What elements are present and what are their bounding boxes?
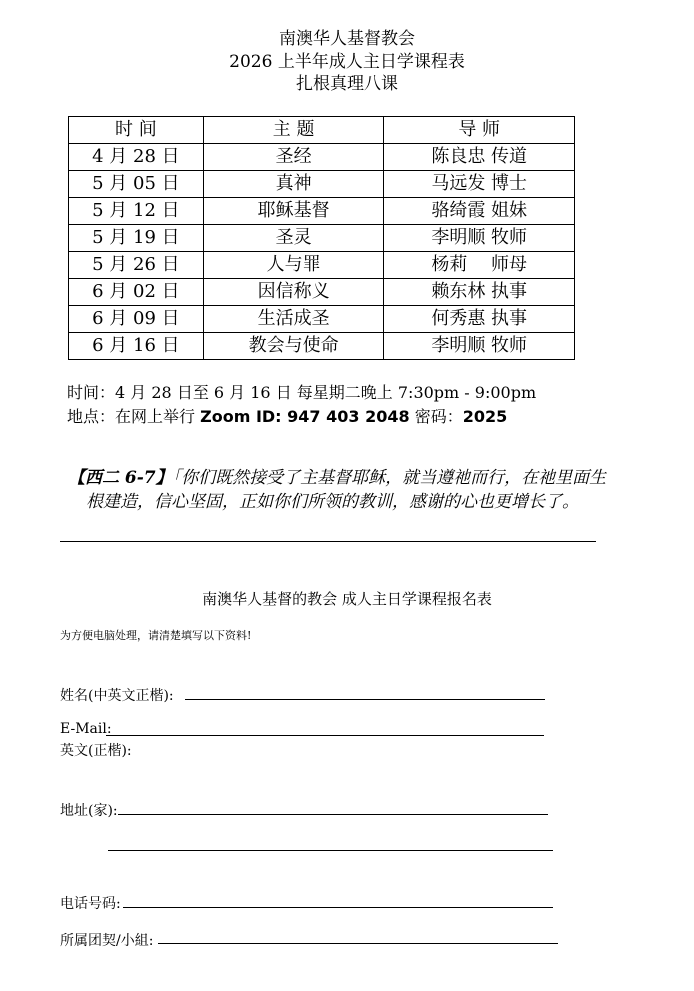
english-name-label: 英文(正楷): bbox=[60, 743, 132, 759]
verse-line-1: 「你们既然接受了主基督耶稣，就当遵祂而行，在祂里面生 bbox=[172, 468, 607, 488]
place-info bbox=[67, 404, 507, 427]
topic-cell: 真神 bbox=[203, 171, 384, 198]
topic-cell: 生活成圣 bbox=[203, 306, 384, 333]
course-title: 2026 上半年成人主日学课程表 bbox=[229, 51, 465, 72]
table-row bbox=[69, 198, 575, 225]
time-value: 4 月 28 日至 6 月 16 日 每星期二晚上 7:30pm - 9:00pm bbox=[115, 383, 537, 402]
place-value: 在网上举行 bbox=[115, 407, 201, 426]
time-info bbox=[67, 380, 536, 403]
date-cell: 6 月 09 日 bbox=[69, 306, 204, 333]
email-field-line[interactable] bbox=[106, 735, 544, 736]
header-topic: 主 题 bbox=[203, 117, 384, 144]
zoom-id: Zoom ID: 947 403 2048 bbox=[200, 407, 410, 426]
church-name: 南澳华人基督教会 bbox=[279, 29, 415, 49]
address-field-line-2[interactable] bbox=[108, 850, 553, 851]
teacher-cell: 李明顺 牧师 bbox=[384, 225, 575, 252]
teacher-cell: 骆绮霞 姐妹 bbox=[384, 198, 575, 225]
table-row bbox=[69, 252, 575, 279]
date-cell: 5 月 19 日 bbox=[69, 225, 204, 252]
topic-cell: 教会与使命 bbox=[203, 333, 384, 360]
topic-cell: 因信称义 bbox=[203, 279, 384, 306]
date-cell: 5 月 05 日 bbox=[69, 171, 204, 198]
topic-cell: 圣灵 bbox=[203, 225, 384, 252]
group-field-line[interactable] bbox=[158, 943, 558, 944]
topic-cell: 圣经 bbox=[203, 144, 384, 171]
address-field-label: 地址(家): bbox=[60, 803, 118, 819]
time-label: 时间： bbox=[67, 383, 116, 402]
teacher-cell: 赖东林 执事 bbox=[384, 279, 575, 306]
lesson-title: 扎根真理八课 bbox=[296, 74, 398, 94]
group-field-label: 所属团契/小組: bbox=[60, 933, 154, 949]
bible-verse bbox=[68, 466, 638, 514]
email-field-label: E-Mail: bbox=[60, 721, 112, 737]
schedule-table bbox=[68, 116, 575, 360]
date-cell: 6 月 02 日 bbox=[69, 279, 204, 306]
teacher-cell: 陈良忠 传道 bbox=[384, 144, 575, 171]
divider bbox=[60, 541, 596, 542]
header bbox=[0, 28, 694, 96]
date-cell: 4 月 28 日 bbox=[69, 144, 204, 171]
name-field-line[interactable] bbox=[185, 699, 545, 700]
table-row bbox=[69, 306, 575, 333]
table-row bbox=[69, 279, 575, 306]
table-header-row bbox=[69, 117, 575, 144]
table-row bbox=[69, 171, 575, 198]
password-label: 密码： bbox=[409, 407, 463, 426]
date-cell: 6 月 16 日 bbox=[69, 333, 204, 360]
name-field-label: 姓名(中英文正楷): bbox=[60, 688, 174, 704]
topic-cell: 耶稣基督 bbox=[203, 198, 384, 225]
verse-line-2: 根建造，信心坚固，正如你们所领的教训，感谢的心也更增长了。 bbox=[86, 492, 579, 512]
form-title: 南澳华人基督的教会 成人主日学课程报名表 bbox=[202, 590, 492, 608]
header-teacher: 导 师 bbox=[384, 117, 575, 144]
address-field-line-1[interactable] bbox=[118, 814, 548, 815]
teacher-cell: 杨莉 师母 bbox=[384, 252, 575, 279]
place-label: 地点： bbox=[67, 407, 116, 426]
table-row bbox=[69, 144, 575, 171]
topic-cell: 人与罪 bbox=[203, 252, 384, 279]
form-note: 为方便电脑处理，请清楚填写以下资料! bbox=[60, 629, 252, 642]
password-value: 2025 bbox=[462, 407, 508, 426]
phone-field-line[interactable] bbox=[123, 907, 553, 908]
teacher-cell: 李明顺 牧师 bbox=[384, 333, 575, 360]
teacher-cell: 马远发 博士 bbox=[384, 171, 575, 198]
phone-field-label: 电话号码: bbox=[60, 896, 121, 912]
date-cell: 5 月 26 日 bbox=[69, 252, 204, 279]
table-row bbox=[69, 333, 575, 360]
date-cell: 5 月 12 日 bbox=[69, 198, 204, 225]
table-row bbox=[69, 225, 575, 252]
header-time: 时 间 bbox=[69, 117, 204, 144]
teacher-cell: 何秀惠 执事 bbox=[384, 306, 575, 333]
verse-reference: 【西二 6-7】 bbox=[68, 468, 173, 488]
